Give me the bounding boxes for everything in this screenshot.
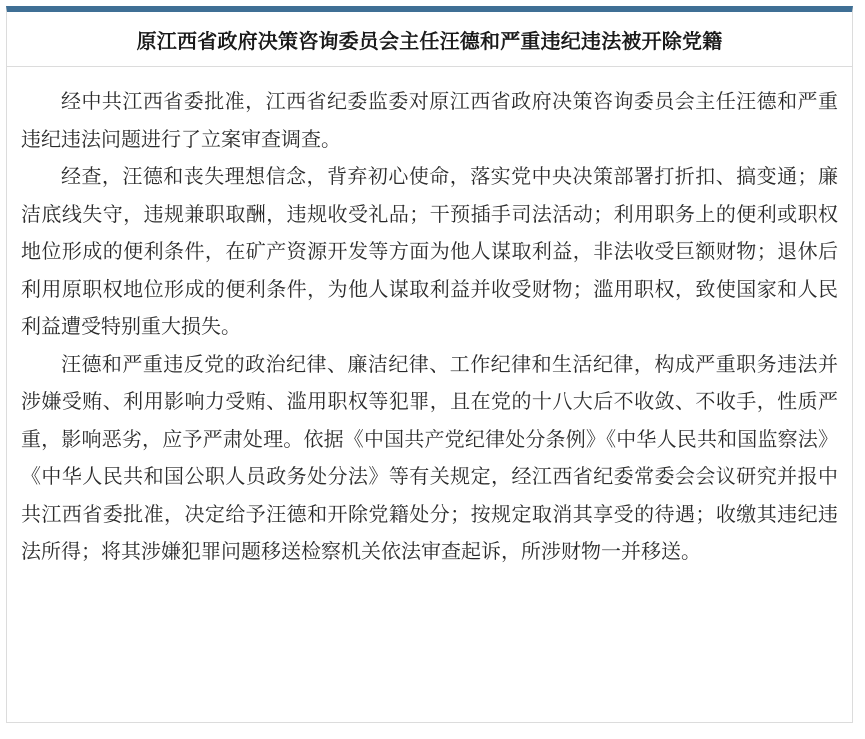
title-bar	[7, 12, 852, 67]
article-card	[6, 6, 853, 723]
paragraph-2: 经查，汪德和丧失理想信念，背弃初心使命，落实党中央决策部署打折扣、搞变通；廉洁底线失守，违规兼职取酬，违规收受礼品；干预插手司法活动；利用职务上的便利或职权地位形成的便利条件，在矿产资源开发等方面为他人谋取利益，非法收受巨额财物；退休后利用原职权地位形成的便利条件，为他人谋取利益并收受财物；滥用职权，致使国家和人民利益遭受特别重大损失。	[21, 164, 838, 338]
paragraph-1: 经中共江西省委批准，江西省纪委监委对原江西省政府决策咨询委员会主任汪德和严重违纪违法问题进行了立案审查调查。	[21, 89, 838, 151]
article-body	[7, 67, 852, 571]
article-title: 原江西省政府决策咨询委员会主任汪德和严重违纪违法被开除党籍	[136, 28, 723, 53]
paragraph-3: 汪德和严重违反党的政治纪律、廉洁纪律、工作纪律和生活纪律，构成严重职务违法并涉嫌受贿、利用影响力受贿、滥用职权等犯罪，且在党的十八大后不收敛、不收手，性质严重，影响恶劣，应予严肃处理。依据《中国共产党纪律处分条例》《中华人民共和国监察法》《中华人民共和国公职人员政务处分法》等有关规定，经江西省纪委常委会会议研究并报中共江西省委批准，决定给予汪德和开除党籍处分；按规定取消其享受的待遇；收缴其违纪违法所得；将其涉嫌犯罪问题移送检察机关依法审查起诉，所涉财物一并移送。	[21, 351, 838, 563]
